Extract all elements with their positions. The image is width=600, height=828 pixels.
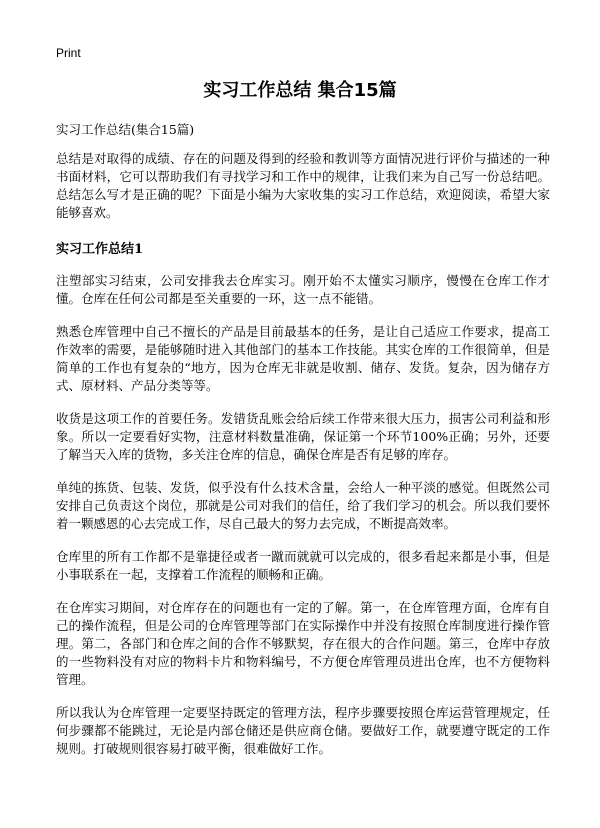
document-subtitle: 实习工作总结(集合15篇) [56,122,195,137]
body-paragraph: 在仓库实习期间，对仓库存在的问题也有一定的了解。第一，在仓库管理方面，仓库有自己的操作流程，但是公司的仓库管理等部门在实际操作中并没有按照仓库制度进行操作管理。第二，各部门和仓库之间的合作不够默契，存在很大的合作问题。第三，仓库中存放的一些物料没有对应的物料卡片和物料编号，不方便仓库管理员进出仓库，也不方便物料管理。 [56,600,550,687]
section-heading: 实习工作总结1 [56,242,144,257]
body-paragraph: 单纯的拣货、包装、发货，似乎没有什么技术含量，会给人一种平淡的感觉。但既然公司安排自己负责这个岗位，那就是公司对我们的信任，给了我们学习的机会。所以我们要怀着一颗感恩的心去完成工作，尽自己最大的努力去完成，不断提高效率。 [56,480,550,531]
document-title: 实习工作总结 集合15篇 [203,80,397,101]
body-paragraph: 注塑部实习结束，公司安排我去仓库实习。刚开始不太懂实习顺序，慢慢在仓库工作才懂。仓库在任何公司都是至关重要的一环，这一点不能错。 [56,273,550,306]
intro-paragraph: 总结是对取得的成绩、存在的问题及得到的经验和教训等方面情况进行评价与描述的一种书面材料，它可以帮助我们有寻找学习和工作中的规律，让我们来为自己写一份总结吧。总结怎么写才是正确的呢？下面是小编为大家收集的实习工作总结，欢迎阅读，希望大家能够喜欢。 [56,151,550,220]
body-paragraph: 所以我认为仓库管理一定要坚持既定的管理方法，程序步骤要按照仓库运营管理规定，任何步骤都不能跳过，无论是内部仓储还是供应商仓储。要做好工作，就要遵守既定的工作规则。打破规则很容易打破平衡，很难做好工作。 [56,705,550,756]
body-paragraph: 仓库里的所有工作都不是靠捷径或者一蹴而就就可以完成的，很多看起来都是小事，但是小事联系在一起，支撑着工作流程的顺畅和正确。 [56,549,550,582]
body-paragraph: 收货是这项工作的首要任务。发错货乱账会给后续工作带来很大压力，损害公司利益和形象。所以一定要看好实物，注意材料数量准确，保证第一个环节100%正确；另外，还要了解当天入库的货物，多关注仓库的信息，确保仓库是否有足够的库存。 [56,411,550,462]
print-label: Print [56,46,81,60]
document-body [56,121,550,773]
body-paragraph: 熟悉仓库管理中自己不擅长的产品是目前最基本的任务，是让自己适应工作要求，提高工作效率的需要，是能够随时进入其他部门的基本工作技能。其实仓库的工作很简单，但是简单的工作也有复杂的“地方，因为仓库无非就是收割、储存、发货。复杂，因为储存方式、原材料、产品分类等等。 [56,324,550,393]
